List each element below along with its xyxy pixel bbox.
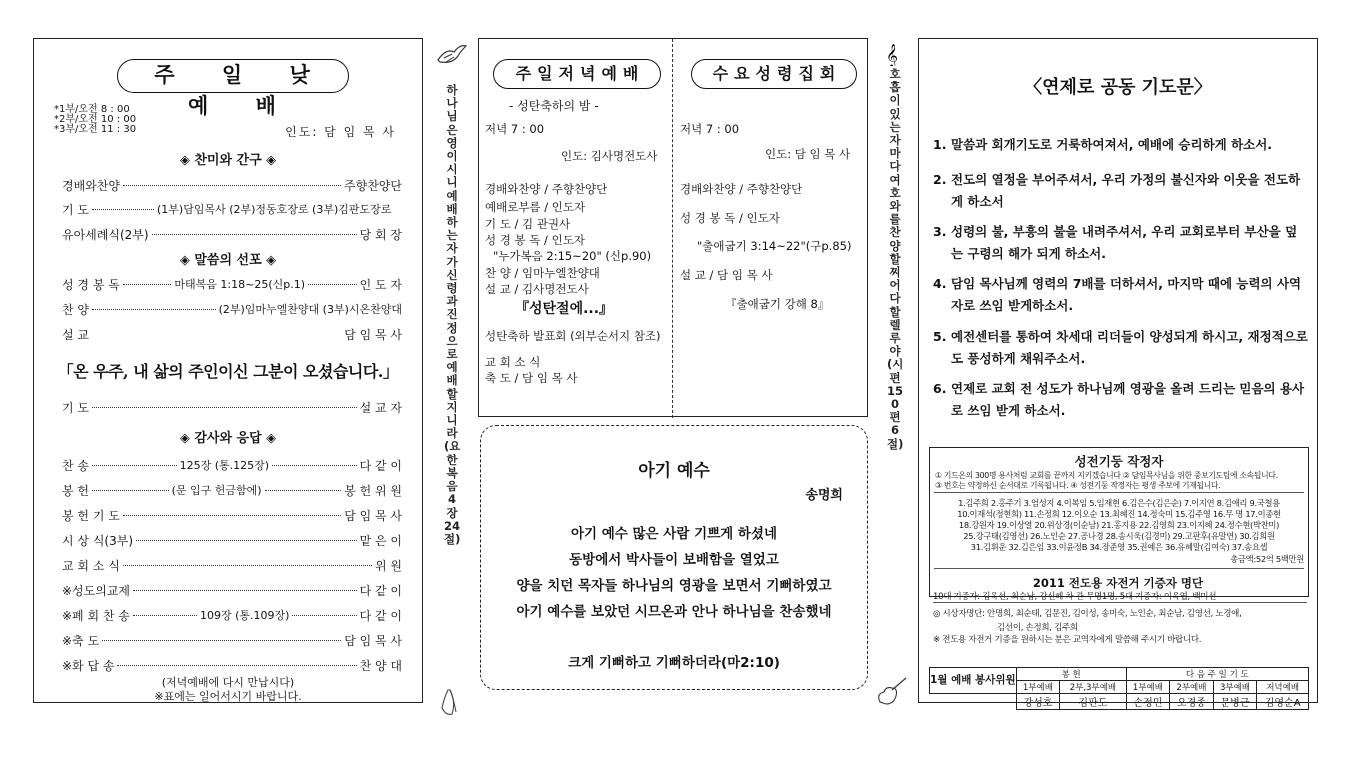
poem-line: 양을 치던 목자들 하나님의 영광을 보면서 기뻐하였고	[516, 578, 832, 594]
poem-author: 송명희	[805, 488, 843, 503]
evening-scripture: "누가복음 2:15~20" (신p.90)	[493, 249, 652, 263]
wednesday-item: 성 경 봉 독 / 인도자	[680, 211, 780, 225]
prayer-item: 3. 성령의 불, 부흥의 불을 내려주셔서, 우리 교회로부터 부산을 덮는 구령의 해가 되게 하소서.	[933, 224, 1298, 261]
volunteer-table	[929, 667, 1309, 710]
section-word: ◈ 말씀의 선포 ◈	[179, 253, 277, 268]
order-row: ※성도의교제 다 같 이	[62, 583, 402, 598]
volunteer-name: 강성호	[1016, 694, 1060, 710]
svg-text:𝄞: 𝄞	[886, 43, 898, 66]
poem-line: 아기 예수를 보았던 시므온과 안나 하나님을 찬송했네	[516, 604, 832, 620]
wednesday-time: 저녁 7 : 00	[680, 122, 740, 136]
order-row: 봉 헌 기 도 담 임 목 사	[62, 508, 402, 523]
volunteer-col: 1부예배	[1126, 681, 1170, 694]
evening-subtitle: - 성탄축하의 밤 -	[509, 99, 599, 113]
volunteer-name: 김영순A	[1257, 694, 1309, 710]
prayer-title: 〈연제로 공동 기도문〉	[1024, 77, 1212, 98]
volunteer-name: 문병근	[1213, 694, 1257, 710]
order-row: ※화 답 송 찬 양 대	[62, 658, 402, 673]
volunteer-name: 손정민	[1126, 694, 1170, 710]
offering-header: 봉 헌	[1016, 668, 1126, 681]
evening-item: 찬 양 / 임마누엘찬양대	[485, 266, 600, 280]
order-row: 성 경 봉 독 마태복음 1:18~25(신p.1) 인 도 자	[62, 277, 403, 292]
order-row: 봉 헌 (문 입구 헌금함에) 봉 헌 위 원	[62, 483, 402, 498]
wednesday-scripture: "출애굽기 3:14~22"(구p.85)	[697, 239, 852, 253]
pledger-names: 1.김주희 2.홍주기 3.엄성지 4.이복임 5.임재현 6.김은수(김은순) 7.이지연 8.김애리 9.국철용	[958, 498, 1280, 508]
evening-blessing: 축 도 / 담 임 목 사	[485, 371, 578, 385]
section-response: ◈ 감사와 응답 ◈	[179, 431, 277, 446]
prayer-item: 2. 전도의 열정을 부어주셔서, 우리 가정의 불신자와 이웃을 전도하게 하소서	[933, 172, 1301, 209]
bike-note: ※ 전도용 자전거 기증을 원하시는 분은 교역자에게 말씀해 주시기 바랍니다.	[933, 635, 1202, 645]
order-row: ※축 도 담 임 목 사	[62, 633, 402, 648]
praying-hands-icon	[438, 688, 460, 718]
wednesday-sermon-title: 『출애굽기 강해 8』	[725, 297, 830, 311]
pledger-names: 10.이재석(정현희) 11.손정희 12.이오순 13.최혜진 14.정숙미 15.김주영 16.무 명 17.이종현	[957, 509, 1281, 519]
poem-panel	[480, 425, 868, 690]
service-time-3: *3부/오전 11 : 30	[54, 124, 137, 135]
bike-awardees-cont: 김선이, 손정희, 김주희	[997, 623, 1078, 633]
evening-item: 예배로부름 / 인도자	[485, 200, 586, 214]
footer-note-2: ※표에는 일어서시기 바랍니다.	[154, 690, 302, 703]
order-row: 시 상 식(3부) 맡 은 이	[62, 533, 402, 548]
service-time-1: *1부/오전 8 : 00	[54, 104, 130, 115]
order-row: 경배와찬양 주향찬양단	[62, 178, 402, 193]
order-row: 설 교 담 임 목 사	[62, 327, 402, 342]
volunteer-name: 김판도	[1060, 694, 1126, 710]
bike-awardees: ◎ 시상자명단: 안명희, 최순태, 김문진, 김이성, 송미숙, 노인순, 최순남, 김영선, 노경애,	[933, 602, 1307, 619]
violin-icon	[874, 676, 908, 708]
sunday-evening-title: 주일저녁예배	[493, 59, 661, 89]
pledge-note: ① 기드온의 300명 용사처럼 교회를 끝까지 지키겠습니다 ② 담임목사님을 위한 중보기도팀에 소속됩니다.	[935, 471, 1278, 480]
prayer-item: 1. 말씀과 회개기도로 거룩하여져서, 예배에 승리하게 하소서.	[933, 137, 1273, 152]
evening-news: 교 회 소 식	[485, 355, 541, 369]
volunteer-label: 1월 예배 봉사위원	[930, 668, 1017, 694]
service-times	[54, 105, 136, 135]
evening-time: 저녁 7 : 00	[485, 122, 545, 136]
vertical-verse-right: 호흡이 있는 자마다 여호와를 찬양할찌어다 할렐루야(시편150편 6절)	[887, 67, 904, 451]
bike-donors-title: 2011 전도용 자전거 기증자 명단	[1032, 576, 1204, 590]
column-divider	[672, 39, 673, 418]
order-row: 찬 양 (2부)임마누엘찬양대 (3부)시온찬양대	[62, 302, 402, 317]
pledge-note: ③ 번호는 약정하신 순서대로 기록됩니다. ④ 성전기둥 작정자는 평생 주보에 기재됩니다.	[935, 481, 1221, 490]
wednesday-presider: 인도: 담 임 목 사	[765, 147, 851, 161]
volunteer-col: 1부예배	[1016, 681, 1060, 694]
next-prayer-header: 다 음 주 일 기 도	[1126, 668, 1308, 681]
pillar-pledgers-title: 성전기둥 작정자	[1074, 454, 1164, 469]
order-row: 교 회 소 식 위 원	[62, 558, 402, 573]
dove-icon	[436, 40, 468, 68]
pledge-total: 총금액:52억 5백만원	[1230, 554, 1304, 564]
order-row: 기 도 (1부)담임목사 (2부)정동호장로 (3부)김판도장로	[62, 202, 392, 217]
poem-line: 크게 기뻐하고 기뻐하더라(마2:10)	[568, 655, 780, 671]
wednesday-sermon-line: 설 교 / 담 임 목 사	[680, 268, 773, 282]
vertical-verse-left: 하나님은 영이시니 예배하는 자가 신령과 진정으로 예배할지니라(요한복음 4장 24절)	[444, 83, 461, 546]
wednesday-title: 수요성령집회	[691, 59, 857, 89]
volunteer-col: 3부예배	[1213, 681, 1257, 694]
pledger-names: 18.강원자 19.이상열 20.위상경(이순남) 21.홍지용 22.김영희 23.이지혜 24.정수현(박찬미)	[958, 520, 1280, 530]
morning-service-title: 주 일 낮 예 배	[117, 59, 349, 93]
poem-line: 아기 예수 많은 사람 기쁘게 하셨네	[570, 526, 778, 542]
order-row: ※폐 회 찬 송 109장 (통.109장) 다 같 이	[62, 608, 403, 623]
evening-event: 성탄축하 발표회 (외부순서지 참조)	[485, 329, 661, 343]
order-row: 찬 송 125장 (통.125장) 다 같 이	[62, 458, 403, 473]
volunteer-col: 2부,3부예배	[1060, 681, 1126, 694]
evening-item: 기 도 / 김 관권사	[485, 217, 571, 231]
treble-clef-icon	[884, 42, 902, 66]
service-time-2: *2부/오전 10 : 00	[54, 114, 137, 125]
prayer-item: 5. 예전센터를 통하여 차세대 리더들이 양성되게 하시고, 재정적으로도 풍성하게 채워주소서.	[933, 329, 1308, 366]
order-row: 유아세례식(2부) 당 회 장	[62, 227, 402, 242]
bike-donors-line: 10대 기증자: 김옥선, 최순남, 강신혜 차 관 무명1명, 5대 기증자: 이옥엽, 백미선	[933, 592, 1217, 602]
evening-sermon-title: 『성탄절에...』	[515, 301, 614, 317]
prayer-panel	[918, 38, 1318, 709]
pledger-names: 25.강구태(김영선) 26.노인순 27.공나경 28.송시욱(김경미) 29.고판후(유말연) 30.김희원	[963, 531, 1275, 541]
evening-item: 설 교 / 김사명전도사	[485, 282, 589, 296]
pledger-names: 31.김휘운 32.김은임 33.이윤정B 34.장준영 35.권예은 36.유혜말(김여숙) 37.송요셉	[970, 542, 1268, 552]
poem-title: 아기 예수	[638, 461, 710, 481]
wednesday-item: 경배와찬양 / 주향찬양단	[680, 182, 803, 196]
presider: 인도: 담 임 목 사	[285, 125, 396, 139]
order-row: 기 도 설 교 자	[62, 400, 402, 415]
evening-presider: 인도: 김사명전도사	[561, 149, 658, 163]
morning-service-panel	[33, 38, 423, 703]
volunteer-name: 오경종	[1170, 694, 1214, 710]
volunteer-col: 2부예배	[1170, 681, 1214, 694]
poem-line: 동방에서 박사들이 보배함을 열었고	[569, 552, 779, 568]
section-praise: ◈ 찬미와 간구 ◈	[179, 153, 277, 168]
evening-item: 경배와찬양 / 주향찬양단	[485, 182, 608, 196]
sermon-quote: 「온 우주, 내 삶의 주인이신 그분이 오셨습니다.」	[57, 362, 399, 381]
footer-note-1: (저녁예배에 다시 만납시다)	[161, 676, 295, 689]
prayer-item: 4. 담임 목사님께 영력의 7배를 더하셔서, 마지막 때에 능력의 사역자로 쓰임 받게하소서.	[933, 276, 1302, 313]
prayer-item: 6. 연제로 교회 전 성도가 하나님께 영광을 올려 드리는 믿음의 용사로 쓰임 받게 하소서.	[933, 381, 1305, 418]
evening-service-panel	[478, 38, 868, 417]
volunteer-col: 저녁예배	[1257, 681, 1309, 694]
evening-item: 성 경 봉 독 / 인도자	[485, 233, 585, 247]
